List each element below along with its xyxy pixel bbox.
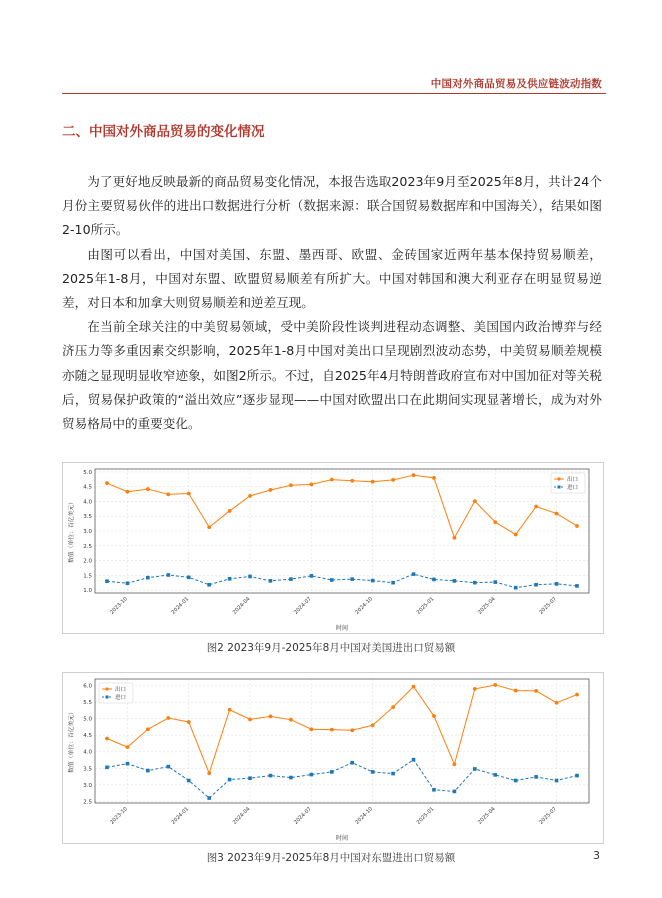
- data-point-进口: [187, 576, 191, 580]
- data-point-出口: [350, 728, 354, 732]
- legend-marker: [557, 477, 560, 480]
- x-tick-label: 2024-07: [293, 806, 313, 826]
- paragraph: 在当前全球关注的中美贸易领域，受中美阶段性谈判进程动态调整、美国国内政治博弈与经济压力等多重因素交织影响，2025年1-8月中国对美出口呈现剧烈波动态势，中美贸易顺差规模亦随之显现明显收窄迹象，如图2所示。不过，自2025年4月特朗普政府宣布对中国加征对等关税后，贸易保护政策的“溢出效应”逐步显现——中国对欧盟出口在此期间实现显著增长，成为对外贸易格局中的重要变化。: [62, 319, 602, 432]
- x-tick-label: 2024-04: [231, 596, 252, 616]
- data-point-出口: [207, 771, 211, 775]
- data-point-出口: [289, 718, 293, 722]
- y-tick-label: 5.0: [83, 716, 92, 723]
- data-point-进口: [555, 779, 559, 783]
- figure-caption-2: 图2 2023年9月-2025年8月中国对美国进出口贸易额: [206, 642, 456, 654]
- running-header: 中国对外商品贸易及供应链波动指数: [430, 78, 602, 90]
- data-point-进口: [350, 577, 354, 581]
- figure-caption-3: 图3 2023年9月-2025年8月中国对东盟进出口贸易额: [206, 852, 456, 864]
- data-point-进口: [105, 765, 109, 769]
- data-point-进口: [371, 579, 375, 583]
- data-point-出口: [146, 727, 150, 731]
- y-tick-label: 2.5: [83, 799, 92, 806]
- data-point-进口: [473, 581, 477, 585]
- data-point-出口: [248, 494, 252, 498]
- data-point-出口: [371, 480, 375, 484]
- data-point-出口: [187, 492, 191, 496]
- data-point-进口: [391, 581, 395, 585]
- data-point-进口: [350, 761, 354, 765]
- y-axis-label: 数值（单位：百亿美元）: [69, 499, 75, 563]
- data-point-进口: [453, 790, 457, 794]
- data-point-进口: [187, 779, 191, 783]
- legend-marker: [558, 486, 561, 489]
- data-point-出口: [514, 689, 518, 693]
- y-tick-label: 6.0: [83, 683, 92, 690]
- data-point-进口: [228, 577, 232, 581]
- x-tick-label: 2024-04: [231, 806, 252, 826]
- data-point-进口: [207, 583, 211, 587]
- y-tick-label: 4.5: [83, 484, 92, 491]
- y-tick-label: 4.0: [83, 749, 92, 756]
- data-point-出口: [452, 536, 456, 540]
- data-point-出口: [432, 714, 436, 718]
- y-tick-label: 3.0: [83, 782, 92, 789]
- x-tick-label: 2024-01: [170, 596, 191, 616]
- data-point-出口: [105, 481, 109, 485]
- y-tick-label: 1.5: [83, 573, 92, 580]
- data-point-进口: [575, 584, 579, 588]
- data-point-出口: [309, 727, 313, 731]
- x-tick-label: 2023-10: [109, 596, 129, 616]
- data-point-进口: [514, 586, 518, 590]
- data-point-进口: [371, 770, 375, 774]
- x-tick-label: 2025-01: [415, 596, 436, 616]
- section-title: 二、中国对外商品贸易的变化情况: [62, 124, 265, 140]
- data-point-出口: [126, 745, 130, 749]
- y-tick-label: 2.5: [83, 543, 92, 550]
- legend-marker: [105, 687, 108, 690]
- data-point-进口: [248, 575, 252, 579]
- x-axis-label: 时间: [335, 625, 349, 632]
- data-point-出口: [105, 737, 109, 741]
- x-tick-label: 2024-01: [170, 806, 191, 826]
- data-point-出口: [330, 478, 334, 482]
- y-tick-label: 4.5: [83, 733, 92, 740]
- data-point-出口: [391, 478, 395, 482]
- data-point-出口: [289, 483, 293, 487]
- chart-svg-asean: [63, 673, 603, 843]
- x-axis-label: 时间: [335, 835, 349, 842]
- data-point-进口: [310, 574, 314, 578]
- data-point-出口: [493, 520, 497, 524]
- data-point-进口: [534, 775, 538, 779]
- legend-label: 出口: [567, 477, 579, 483]
- data-point-进口: [432, 788, 436, 792]
- legend-label: 出口: [115, 687, 127, 693]
- data-point-进口: [207, 796, 211, 800]
- data-point-进口: [146, 576, 150, 580]
- x-tick-label: 2025-07: [538, 806, 558, 826]
- data-point-进口: [126, 581, 130, 585]
- series-line-出口: [107, 475, 577, 538]
- data-point-出口: [575, 693, 579, 697]
- x-tick-label: 2025-04: [477, 806, 497, 826]
- chart-svg-us: [63, 463, 603, 633]
- data-point-出口: [534, 689, 538, 693]
- data-point-出口: [330, 728, 334, 732]
- data-point-进口: [330, 770, 334, 774]
- data-point-进口: [289, 577, 293, 581]
- y-tick-label: 3.5: [83, 514, 92, 521]
- y-tick-label: 2.0: [83, 558, 92, 565]
- data-point-进口: [432, 578, 436, 582]
- data-point-进口: [310, 773, 314, 777]
- data-point-出口: [228, 708, 232, 712]
- data-point-出口: [371, 723, 375, 727]
- data-point-进口: [126, 762, 130, 766]
- data-point-进口: [248, 776, 252, 780]
- body-text: [62, 170, 602, 436]
- data-point-进口: [228, 778, 232, 782]
- y-tick-label: 5.5: [83, 700, 92, 707]
- data-point-进口: [167, 765, 171, 769]
- x-tick-label: 2025-01: [415, 806, 436, 826]
- x-tick-label: 2025-07: [538, 596, 558, 616]
- data-point-进口: [269, 579, 273, 583]
- legend-label: 进口: [115, 695, 127, 701]
- data-point-出口: [555, 512, 559, 516]
- data-point-进口: [105, 579, 109, 583]
- page-number: 3: [593, 849, 600, 862]
- y-axis-label: 数值（单位：百亿美元）: [69, 709, 75, 773]
- data-point-出口: [166, 492, 170, 496]
- data-point-进口: [493, 580, 497, 584]
- paragraph: 为了更好地反映最新的商品贸易变化情况，本报告选取2023年9月至2025年8月，共计24个月份主要贸易伙伴的进出口数据进行分析（数据来源：联合国贸易数据库和中国海关），结果如图2-10所示。: [62, 174, 602, 238]
- chart-us-trade: [62, 462, 604, 634]
- data-point-进口: [289, 776, 293, 780]
- data-point-出口: [575, 524, 579, 528]
- series-line-进口: [107, 760, 577, 798]
- legend-marker: [106, 696, 109, 699]
- series-line-进口: [107, 574, 577, 588]
- data-point-进口: [534, 583, 538, 587]
- data-point-进口: [555, 582, 559, 586]
- paragraph: 由图可以看出，中国对美国、东盟、墨西哥、欧盟、金砖国家近两年基本保持贸易顺差，2025年1-8月，中国对东盟、欧盟贸易顺差有所扩大。中国对韩国和澳大利亚存在明显贸易逆差，对日本和加拿大则贸易顺差和逆差互现。: [62, 246, 602, 311]
- data-point-出口: [452, 762, 456, 766]
- data-point-出口: [534, 505, 538, 509]
- data-point-出口: [555, 701, 559, 705]
- data-point-进口: [473, 767, 477, 771]
- data-point-进口: [167, 573, 171, 577]
- data-point-进口: [146, 769, 150, 773]
- data-point-出口: [228, 509, 232, 513]
- data-point-出口: [391, 705, 395, 709]
- data-point-出口: [309, 482, 313, 486]
- plot-frame: [95, 679, 589, 803]
- data-point-出口: [473, 687, 477, 691]
- x-tick-label: 2023-10: [109, 806, 129, 826]
- data-point-出口: [207, 525, 211, 529]
- data-point-进口: [412, 572, 416, 576]
- data-point-出口: [350, 479, 354, 483]
- data-point-出口: [493, 683, 497, 687]
- data-point-出口: [432, 476, 436, 480]
- data-point-进口: [269, 774, 273, 778]
- data-point-出口: [126, 490, 130, 494]
- y-tick-label: 1.0: [83, 588, 92, 595]
- y-tick-label: 5.0: [83, 469, 92, 476]
- data-point-进口: [412, 758, 416, 762]
- data-point-出口: [166, 716, 170, 720]
- data-point-出口: [473, 499, 477, 503]
- series-line-出口: [107, 685, 577, 773]
- y-tick-label: 3.0: [83, 529, 92, 535]
- header-divider: [62, 93, 606, 94]
- data-point-进口: [330, 578, 334, 582]
- data-point-进口: [453, 579, 457, 583]
- data-point-出口: [269, 714, 273, 718]
- data-point-出口: [248, 717, 252, 721]
- y-tick-label: 3.5: [83, 766, 92, 773]
- x-tick-label: 2024-10: [354, 596, 375, 616]
- data-point-出口: [187, 720, 191, 724]
- data-point-出口: [146, 487, 150, 491]
- data-point-出口: [412, 685, 416, 689]
- data-point-进口: [575, 774, 579, 778]
- data-point-出口: [269, 488, 273, 492]
- chart-asean-trade: [62, 672, 604, 844]
- legend-label: 进口: [567, 485, 579, 491]
- data-point-进口: [391, 772, 395, 776]
- data-point-出口: [412, 473, 416, 477]
- data-point-出口: [514, 533, 518, 537]
- x-tick-label: 2025-04: [477, 596, 497, 616]
- x-tick-label: 2024-07: [293, 596, 313, 616]
- data-point-进口: [493, 773, 497, 777]
- y-tick-label: 4.0: [83, 499, 92, 506]
- data-point-进口: [514, 779, 518, 783]
- x-tick-label: 2024-10: [354, 806, 375, 826]
